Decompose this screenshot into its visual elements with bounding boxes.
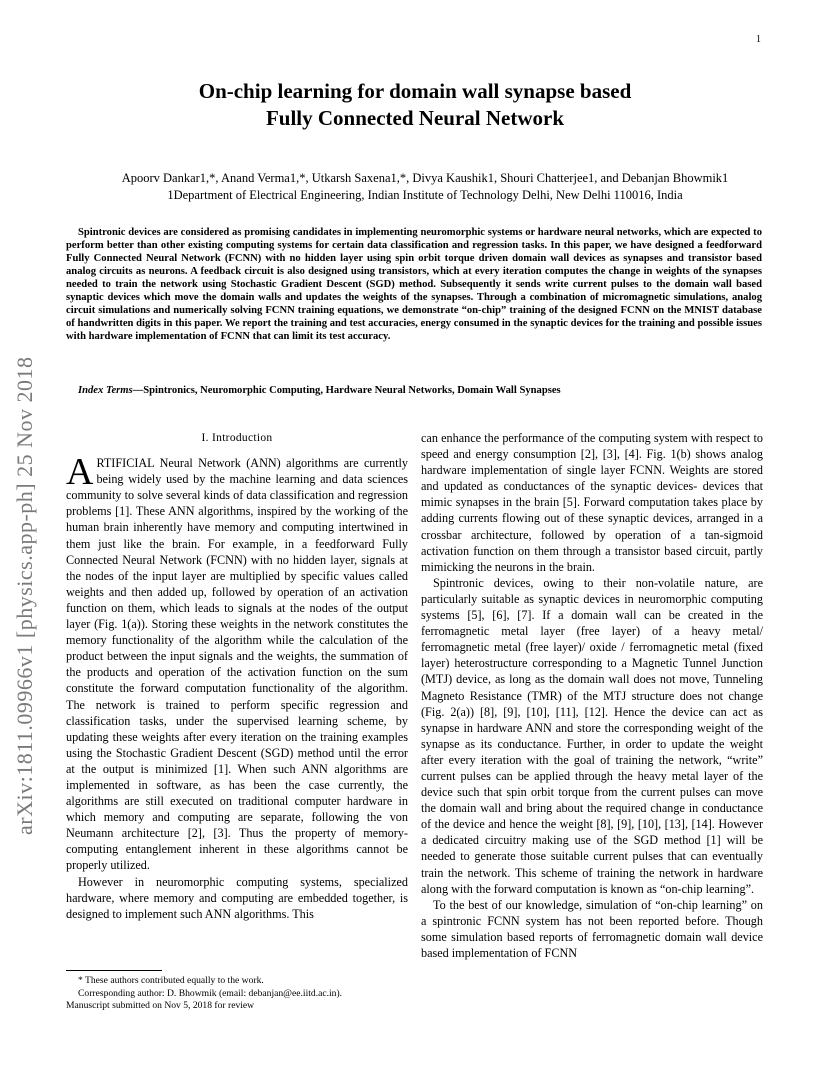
right-paragraph-2: Spintronic devices, owing to their non-volatile nature, are particularly suitable as synaptic devices in neuromorphic computing systems [5], [6], [7]. If a domain wall can be created in the ferromagnetic metal layer (free layer) of a heavy metal/ ferromagnetic metal (free layer)/ oxide / ferromagnetic metal (fixed layer) heterostructure corresponding to a Magnetic Tunnel Junction (MTJ) device, as long as the domain wall does not move, Tunneling Magneto Resistance (TMR) of the MTJ structure does not change (Fig. 2(a)) [8], [9], [10], [11], [12]. Hence the device can act as synapse in hardware ANN and store the corresponding weight of the synapse as its conductance. Further, in order to update the weight after every iteration with the goal of training the network, “write” current pulses can be applied through the heavy metal layer of the device such that spin orbit torque from the current pulses can move the domain wall and bring about the required change in conductance of the device and hence the weight [8], [9], [10], [13], [14]. However a dedicated circuitry making use of the SGD method [1] will be needed to generate those suitable current pulses that can eventually train the network. This scheme of training the network in hardware along with the forward computation is known as “on-chip learning”. [421,575,763,896]
footnote-rule [66,970,162,971]
intro-paragraph-1-text: RTIFICIAL Neural Network (ANN) algorithms are currently being widely used by the machine learning and data sciences community to solve several kinds of data classification and regression problems [1]. These ANN algorithms, inspired by the working of the human brain inherently have memory and computing intertwined in them just like the brain. For example, in a feedforward Fully Connected Neural Network (FCNN) with no hidden layer, signals at the nodes of the input layer are multiplied by specific values called weights and then added up, followed by operation of an activation function on them, which leads to signals at the nodes of the output layer (Fig. 1(a)). Storing these weights in the network constitutes the memory functionality of the algorithm while the calculation of the product between the input signals and the weights, the summation of the products and operation of the activation function on the sum constitute the forward computation functionality of the algorithm. The network is trained to perform specific regression and classification tasks, under the supervised learning scheme, by updating these weights after every iteration on the training examples using the Stochastic Gradient Descent (SGD) method until the error at the output is minimized [1]. When such ANN algorithms are implemented in software, as has been the case currently, the algorithms are still executed on traditional computer hardware in which memory and computing are separate, following the von Neumann architecture [2], [3]. Thus the property of memory-computing entanglement inherent in these algorithms cannot be properly utilized. [66,456,408,873]
intro-paragraph-1 [66,451,408,873]
arxiv-stamp: arXiv:1811.09966v1 [physics.app-ph] 25 Nov 2018 [12,356,37,835]
footnotes [66,975,408,1013]
index-terms [66,385,762,396]
title-line-1: On-chip learning for domain wall synapse based [198,79,632,103]
page-number: 1 [756,34,761,45]
section-heading: I. Introduction [201,432,273,444]
footnote-corresponding-author: Corresponding author: D. Bhowmik (email: debanjan@ee.iitd.ac.in). [78,987,343,999]
author-list: Apoorv Dankar1,*, Anand Verma1,*, Utkarsh Saxena1,*, Divya Kaushik1, Shouri Chatterjee1, and Debanjan Bhowmik1 [121,171,729,185]
affiliation: 1Department of Electrical Engineering, Indian Institute of Technology Delhi, New Delhi 110016, India [167,188,683,202]
abstract [66,226,762,343]
right-column [421,430,763,961]
footnote-equal-contribution: * These authors contributed equally to the work. [78,975,264,986]
left-column [66,430,408,922]
index-terms-label: Index Terms [78,385,133,396]
right-paragraph-1: can enhance the performance of the computing system with respect to speed and energy consumption [2], [3], [4]. Fig. 1(b) shows analog hardware implementation of single layer FCNN. Weights are stored and updated as conductances of the synaptic devices- devices that mimic synapses in the brain [5]. Forward computation takes place by adding currents flowing out of these synaptic devices, arranged in a crossbar architecture, followed by operation of a tan-sigmoid activation function on them through a transistor based circuit, partly mimicking the neurons in the brain. [421,431,763,574]
right-paragraph-3: To the best of our knowledge, simulation of “on-chip learning” on a spintronic FCNN system has not been reported before. Though some simulation based reports of ferromagnetic domain wall device based implementation of FCNN [421,897,763,960]
paper-title [80,78,750,132]
title-line-2: Fully Connected Neural Network [265,106,565,130]
index-terms-text: —Spintronics, Neuromorphic Computing, Hardware Neural Networks, Domain Wall Synapses [132,385,561,396]
drop-cap: A [66,451,94,494]
intro-paragraph-2: However in neuromorphic computing systems, specialized hardware, where memory and computing are embedded together, is designed to implement such ANN algorithms. This [66,874,408,921]
abstract-text: Spintronic devices are considered as promising candidates in implementing neuromorphic systems or hardware neural networks, which are expected to perform better than other existing computing systems for certain data classification and regression tasks. In this paper, we have designed a feedforward Fully Connected Neural Network (FCNN) with no hidden layer using spin orbit torque driven domain wall devices as synapses and transistor based analog circuits as neurons. A feedback circuit is also designed using transistors, which at every iteration computes the change in weights of the synapses needed to train the network using Stochastic Gradient Descent (SGD) method. Subsequently it sends write current pulses to the domain wall based synaptic devices which move the domain walls and updates the weights of the synapses. Through a combination of micromagnetic simulations, analog circuit simulations and numerically solving FCNN training equations, we demonstrate “on-chip” training of the designed FCNN on the MNIST database of handwritten digits in this paper. We report the training and test accuracies, energy consumed in the synaptic devices for the training and possible issues with hardware implementation of FCNN that can limit its test accuracy. [66,227,762,342]
footnote-manuscript: Manuscript submitted on Nov 5, 2018 for review [66,1000,255,1011]
